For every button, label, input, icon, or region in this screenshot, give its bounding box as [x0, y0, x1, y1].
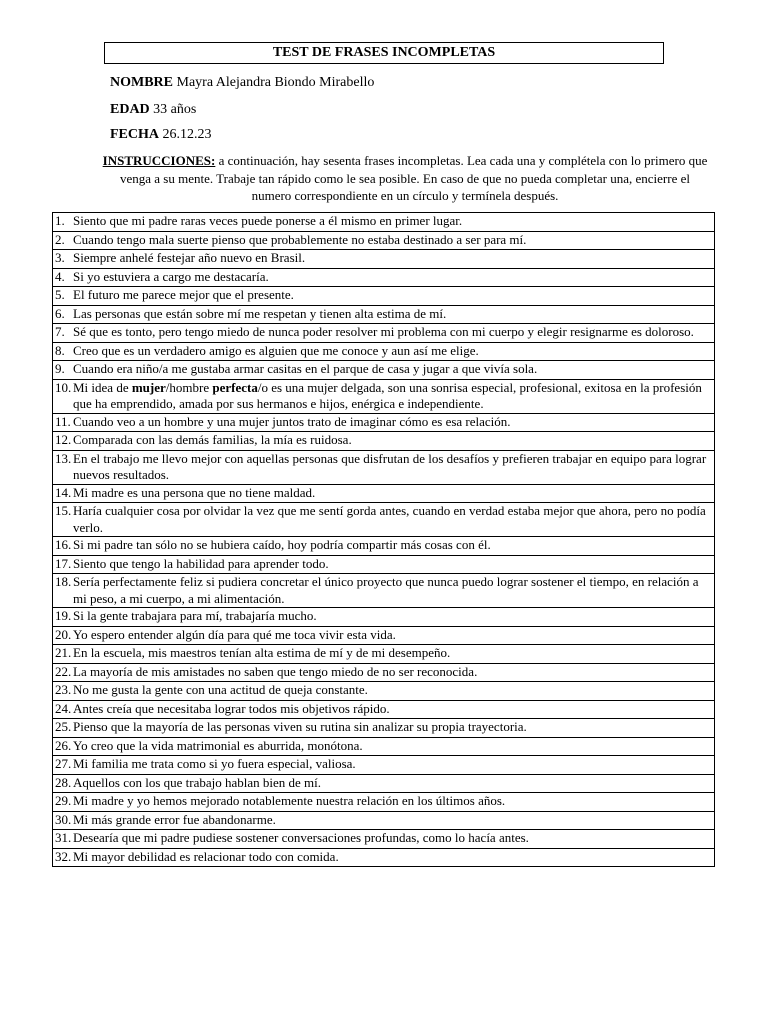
- table-row: [53, 811, 715, 830]
- sentence-cell: [53, 379, 715, 413]
- item-text: Cuando tengo mala suerte pienso que probablemente no estaba destinado a ser para mí.: [73, 231, 527, 247]
- item-number: 28.: [55, 774, 72, 790]
- item-text: Sería perfectamente feliz si pudiera concretar el único proyecto que nunca puedo lograr sostener el tiempo, en relación a mi peso, a mi cuerpo, a mi alimentación.: [73, 574, 699, 606]
- sentence-cell: [53, 555, 715, 574]
- sentence-cell: [53, 231, 715, 250]
- sentence-cell: [53, 361, 715, 380]
- age-field: [110, 101, 196, 119]
- sentence-cell: [53, 645, 715, 664]
- item-number: 1.: [55, 213, 65, 228]
- instructions-label: INSTRUCCIONES:: [102, 153, 216, 168]
- item-text: Mi madre es una persona que no tiene maldad.: [73, 484, 316, 500]
- table-row: [53, 379, 715, 413]
- instructions: [100, 152, 710, 205]
- item-text: Comparada con las demás familias, la mía es ruidosa.: [73, 432, 352, 447]
- sentence-cell: [53, 305, 715, 324]
- table-row: [53, 250, 715, 269]
- item-number: 26.: [55, 737, 72, 753]
- sentence-cell: [53, 719, 715, 738]
- sentence-cell: [53, 811, 715, 830]
- item-number: 13.: [55, 450, 72, 466]
- table-row: [53, 450, 715, 484]
- item-number: 4.: [55, 268, 65, 284]
- item-number: 2.: [55, 231, 65, 247]
- item-text: Las personas que están sobre mí me respetan y tienen alta estima de mí.: [73, 305, 447, 321]
- table-row: [53, 700, 715, 719]
- sentence-cell: [53, 484, 715, 503]
- sentence-cell: [53, 503, 715, 537]
- item-text: Mi mayor debilidad es relacionar todo con comida.: [73, 848, 339, 864]
- sentence-cell: [53, 830, 715, 849]
- sentence-cell: [53, 413, 715, 432]
- item-text: Siempre anhelé festejar año nuevo en Brasil.: [73, 250, 306, 265]
- table-row: [53, 555, 715, 574]
- table-row: [53, 268, 715, 287]
- item-number: 18.: [55, 574, 72, 589]
- item-number: 30.: [55, 811, 72, 827]
- document-title: TEST DE FRASES INCOMPLETAS: [104, 42, 664, 64]
- sentence-cell: [53, 663, 715, 682]
- table-row: [53, 413, 715, 432]
- sentence-cell: [53, 682, 715, 701]
- table-row: [53, 361, 715, 380]
- date-field: [110, 126, 212, 144]
- table-row: [53, 756, 715, 775]
- item-text: Siento que mi padre raras veces puede ponerse a él mismo en primer lugar.: [73, 213, 463, 228]
- item-text-bold: perfecta: [212, 379, 258, 395]
- item-number: 32.: [55, 848, 72, 864]
- item-text: Mi familia me trata como si yo fuera especial, valiosa.: [73, 756, 356, 771]
- table-row: [53, 484, 715, 503]
- item-number: 8.: [55, 342, 65, 358]
- sentence-cell: [53, 450, 715, 484]
- item-number: 9.: [55, 361, 65, 376]
- sentence-cell: [53, 574, 715, 608]
- item-text: En el trabajo me llevo mejor con aquellas personas que disfrutan de los desafíos y prefieren trabajar en equipo para lograr nuevos resultados.: [73, 450, 707, 482]
- item-text: /o es una mujer delgada, son una sonrisa especial, profesional, exitosa en la profesión que ha emprendido, amada por sus hermanos e hijos, enérgica e independiente.: [73, 379, 702, 411]
- table-row: [53, 537, 715, 556]
- item-number: 14.: [55, 484, 72, 500]
- age-value: 33 años: [153, 102, 197, 117]
- sentence-cell: [53, 213, 715, 232]
- item-text: Haría cualquier cosa por olvidar la vez que me sentí gorda antes, cuando en verdad estaba mejor que ahora, pero no podía verlo.: [73, 503, 706, 535]
- age-label: EDAD: [110, 102, 150, 117]
- item-number: 31.: [55, 830, 72, 845]
- sentence-cell: [53, 250, 715, 269]
- name-field: [110, 74, 374, 92]
- item-text: Mi idea de: [73, 379, 132, 395]
- sentence-cell: [53, 774, 715, 793]
- name-value: Mayra Alejandra Biondo Mirabello: [176, 75, 375, 90]
- item-text: Mi más grande error fue abandonarme.: [73, 811, 276, 827]
- table-row: [53, 305, 715, 324]
- date-value: 26.12.23: [162, 127, 212, 142]
- item-text: Aquellos con los que trabajo hablan bien de mí.: [73, 774, 322, 790]
- item-number: 15.: [55, 503, 72, 518]
- sentence-cell: [53, 342, 715, 361]
- sentences-table: [52, 212, 715, 867]
- item-text: Desearía que mi padre pudiese sostener conversaciones profundas, como lo hacía antes.: [73, 830, 529, 845]
- item-number: 25.: [55, 719, 72, 734]
- item-number: 27.: [55, 756, 72, 771]
- date-label: FECHA: [110, 127, 159, 142]
- item-number: 22.: [55, 663, 72, 679]
- sentence-cell: [53, 287, 715, 306]
- item-number: 5.: [55, 287, 65, 302]
- item-number: 23.: [55, 682, 72, 697]
- table-row: [53, 719, 715, 738]
- item-text: El futuro me parece mejor que el presente.: [73, 287, 294, 302]
- item-text: Pienso que la mayoría de las personas viven su rutina sin analizar su propia trayectoria.: [73, 719, 527, 734]
- sentence-cell: [53, 608, 715, 627]
- item-text: Si la gente trabajara para mí, trabajaría mucho.: [73, 608, 317, 623]
- sentence-cell: [53, 432, 715, 451]
- table-row: [53, 645, 715, 664]
- table-row: [53, 626, 715, 645]
- table-row: [53, 324, 715, 343]
- item-text: Si mi padre tan sólo no se hubiera caído, hoy podría compartir más cosas con él.: [73, 537, 491, 552]
- table-row: [53, 231, 715, 250]
- sentence-cell: [53, 700, 715, 719]
- item-number: 21.: [55, 645, 72, 660]
- sentence-cell: [53, 626, 715, 645]
- table-row: [53, 793, 715, 812]
- item-number: 24.: [55, 700, 72, 716]
- sentence-cell: [53, 324, 715, 343]
- sentence-cell: [53, 537, 715, 556]
- instructions-text: a continuación, hay sesenta frases incompletas. Lea cada una y complétela con lo primero que venga a su mente. Trabaje tan rápido como le sea posible. En caso de que no pueda completar una, encierre el numero correspondiente en un círculo y termínela después.: [120, 153, 708, 203]
- item-text: La mayoría de mis amistades no saben que tengo miedo de no ser reconocida.: [73, 663, 478, 679]
- table-row: [53, 663, 715, 682]
- item-number: 16.: [55, 537, 72, 552]
- sentence-cell: [53, 756, 715, 775]
- item-text: Siento que tengo la habilidad para aprender todo.: [73, 555, 329, 571]
- table-row: [53, 432, 715, 451]
- name-label: NOMBRE: [110, 75, 173, 90]
- item-text: En la escuela, mis maestros tenían alta estima de mí y de mi desempeño.: [73, 645, 451, 660]
- item-text: Sé que es tonto, pero tengo miedo de nunca poder resolver mi problema con mi cuerpo y elegir resignarme es doloroso.: [73, 324, 694, 339]
- item-number: 3.: [55, 250, 65, 265]
- table-row: [53, 737, 715, 756]
- item-text: /hombre: [165, 379, 213, 395]
- table-row: [53, 608, 715, 627]
- sentence-cell: [53, 737, 715, 756]
- item-number: 7.: [55, 324, 65, 339]
- table-row: [53, 574, 715, 608]
- sentence-cell: [53, 848, 715, 867]
- table-row: [53, 682, 715, 701]
- item-number: 12.: [55, 432, 72, 447]
- table-row: [53, 830, 715, 849]
- item-number: 10.: [55, 379, 72, 395]
- sentence-cell: [53, 793, 715, 812]
- item-number: 6.: [55, 305, 65, 321]
- item-number: 29.: [55, 793, 72, 808]
- table-row: [53, 774, 715, 793]
- item-text: Si yo estuviera a cargo me destacaría.: [73, 268, 269, 284]
- table-row: [53, 213, 715, 232]
- item-text: Creo que es un verdadero amigo es alguien que me conoce y aun así me elige.: [73, 342, 479, 358]
- item-text: No me gusta la gente con una actitud de queja constante.: [73, 682, 368, 697]
- sentence-cell: [53, 268, 715, 287]
- item-number: 11.: [55, 413, 71, 429]
- item-number: 19.: [55, 608, 72, 623]
- item-text: Antes creía que necesitaba lograr todos mis objetivos rápido.: [73, 700, 390, 716]
- table-row: [53, 503, 715, 537]
- item-text: Mi madre y yo hemos mejorado notablemente nuestra relación en los últimos años.: [73, 793, 506, 808]
- table-row: [53, 287, 715, 306]
- item-text-bold: mujer: [131, 379, 166, 395]
- table-row: [53, 848, 715, 867]
- item-text: Yo espero entender algún día para qué me toca vivir esta vida.: [73, 626, 396, 642]
- item-text: Cuando veo a un hombre y una mujer juntos trato de imaginar cómo es esa relación.: [73, 413, 511, 429]
- item-number: 17.: [55, 555, 72, 571]
- item-text: Cuando era niño/a me gustaba armar casitas en el parque de casa y jugar a que vivía sola.: [73, 361, 538, 376]
- item-number: 20.: [55, 626, 72, 642]
- item-text: Yo creo que la vida matrimonial es aburrida, monótona.: [73, 737, 363, 753]
- table-row: [53, 342, 715, 361]
